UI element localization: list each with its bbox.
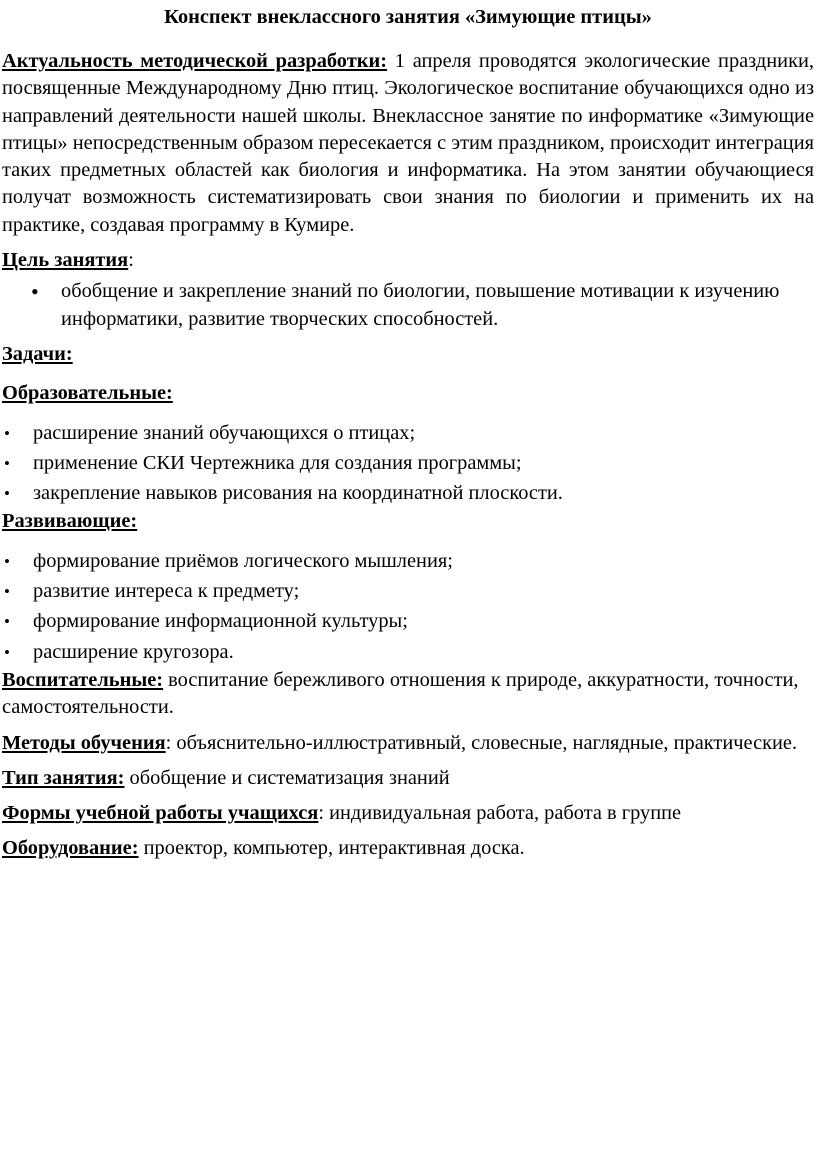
equipment-paragraph: [2, 835, 814, 862]
relevance-text: 1 апреля проводятся экологические праздники, посвященные Международному Дню птиц. Экологическое воспитание обучающихся одно из направлений деятельности нашей школы. Внеклассное занятие по информатике «Зимующие птицы» непосредственным образом пересекается с этим праздником, происходит интеграция таких предметных областей как биология и информатика. На этом занятии обучающиеся получат возможность систематизировать свои знания по биологии и применить их на практике, создавая программу в Кумире.: [2, 50, 814, 236]
methods-text: : объяснительно-иллюстративный, словесные, наглядные, практические.: [165, 731, 798, 754]
list-item: • формирование приёмов логического мышления;: [2, 548, 814, 575]
goal-label: Цель занятия: [2, 249, 129, 272]
methods-paragraph: [2, 730, 814, 757]
developing-list: [2, 548, 814, 666]
educational-heading: Образовательные:: [2, 382, 173, 405]
methods-label: Методы обучения: [2, 731, 166, 754]
relevance-paragraph: [2, 48, 814, 239]
list-item: • обобщение и закрепление знаний по биологии, повышение мотивации к изучению информатики, развитие творческих способностей.: [2, 278, 814, 333]
work-forms-label: Формы учебной работы учащихся: [2, 802, 319, 825]
equipment-label: Оборудование:: [2, 837, 139, 860]
lesson-type-text: обобщение и систематизация знаний: [124, 766, 450, 789]
list-item: • закрепление навыков рисования на координатной плоскости.: [2, 480, 814, 507]
work-forms-text: : индивидуальная работа, работа в группе: [318, 802, 682, 825]
list-item: • развитие интереса к предмету;: [2, 578, 814, 605]
list-item: • применение СКИ Чертежника для создания программы;: [2, 450, 814, 477]
upbringing-paragraph: [2, 667, 814, 722]
goal-heading: [2, 247, 814, 274]
educational-list: [2, 420, 814, 508]
list-item: • формирование информационной культуры;: [2, 608, 814, 635]
lesson-type-paragraph: [2, 765, 814, 792]
relevance-label: Актуальность методической разработки:: [2, 50, 388, 72]
goal-list: [2, 278, 814, 333]
list-item: • расширение кругозора.: [2, 639, 814, 666]
lesson-type-label: Тип занятия:: [2, 766, 125, 789]
upbringing-label: Воспитательные:: [2, 668, 164, 691]
developing-heading: Развивающие:: [2, 510, 138, 533]
goal-colon: :: [128, 249, 134, 272]
tasks-heading: Задачи:: [2, 342, 73, 365]
equipment-text: проектор, компьютер, интерактивная доска.: [138, 837, 525, 860]
work-forms-paragraph: [2, 800, 814, 827]
list-item: • расширение знаний обучающихся о птицах;: [2, 420, 814, 447]
page-title: Конспект внеклассного занятия «Зимующие птицы»: [164, 6, 652, 28]
upbringing-text: воспитание бережливого отношения к природе, аккуратности, точности, самостоятельности.: [2, 668, 799, 719]
